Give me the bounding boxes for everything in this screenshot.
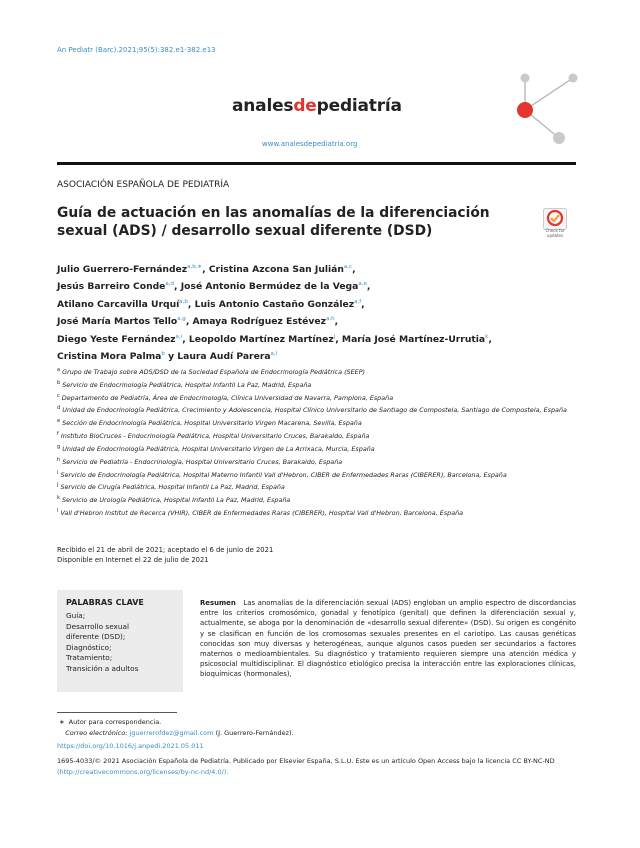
footnote-divider bbox=[57, 712, 177, 713]
author-affiliation-marker[interactable]: a,l bbox=[270, 351, 278, 358]
author-name: Luis Antonio Castaño González bbox=[194, 299, 355, 310]
author-affiliation-marker[interactable]: a,b,∗ bbox=[187, 264, 203, 270]
abstract bbox=[200, 598, 576, 680]
affiliation-key: b bbox=[57, 379, 61, 386]
affiliation-item bbox=[57, 429, 577, 442]
affiliation-text: Servicio de Endocrinología Pediátrica, Hospital Materno Infantil Vall d'Hebron, CIBER de Enfermedades Raras (CIBERER), Barcelona, España bbox=[60, 470, 507, 479]
affiliation-key: j bbox=[57, 482, 59, 489]
keyword-item: diferente (DSD); bbox=[66, 632, 126, 642]
affiliation-text: Unidad de Endocrinología Pediátrica, Hospital Universitario Virgen de La Arrixaca, Murcia, España bbox=[62, 445, 375, 454]
author-name: Leopoldo Martínez Martínez bbox=[188, 333, 334, 345]
footnote-mark: ∗ bbox=[59, 718, 65, 726]
affiliation-item bbox=[57, 455, 577, 468]
article-dates bbox=[57, 545, 273, 565]
author-name: Diego Yeste Fernández bbox=[57, 333, 176, 345]
author-affiliation-marker[interactable]: b bbox=[161, 351, 165, 358]
article-title: Guía de actuación en las anomalías de la diferenciación sexual (ADS) / desarrollo sexual diferente (DSD) bbox=[57, 205, 490, 239]
received-date: Recibido el 21 de abril de 2021; aceptado el 6 de junio de 2021 bbox=[57, 546, 274, 554]
keyword-item: Desarrollo sexual bbox=[66, 621, 129, 631]
affiliation-text: Grupo de Trabajo sobre ADS/DSD de la Sociedad Española de Endocrinología Pediátrica (SEEP) bbox=[62, 368, 366, 377]
email-label: Correo electrónico: bbox=[65, 729, 128, 737]
affiliation-item bbox=[57, 480, 577, 493]
author-name: Cristina Azcona San Julián bbox=[208, 264, 344, 276]
author-list: Julio Guerrero-Fernández$^{a,b,∗}$, Cristina Azcona San Julián$^{a,c}$, Jesús Barreiro Conde$^{a,d}$, José Antonio Bermúdez de la Vega$^{a,e}$, Atilano Carcavilla Urquí$^{a,b}$, Luis Antonio Castaño González$^{a,f}$, José María Martos Tello$^{a,g}$, Amaya Rodríguez Estévez$^{a,h}$, Diego Yeste Fernández$^{a,i}$, Leopoldo Martínez Martínez$^j$, María José Martínez-Urrutia$^k$, Cristina Mora Palma$^b$ y Laura Audí Parera$^{a,l}$ bbox=[57, 264, 492, 363]
email-owner: (J. Guerrero-Fernández). bbox=[215, 729, 294, 737]
license-link[interactable]: (http://creativecommons.org/licenses/by-nc-nd/4.0/). bbox=[57, 768, 229, 776]
author-name: Jesús Barreiro Conde bbox=[57, 281, 166, 293]
author-affiliation-marker[interactable]: a,g bbox=[177, 316, 186, 323]
license-text bbox=[57, 756, 577, 778]
keyword-item: Tratamiento; bbox=[66, 653, 113, 663]
online-date: Disponible en Internet el 22 de julio de 2021 bbox=[57, 556, 209, 564]
affiliation-key: k bbox=[57, 495, 60, 502]
affiliation-text: Unidad de Endocrinología Pediátrica, Crecimiento y Adolescencia, Hospital Clínico Universitario de Santiago de Compostela, Santiago de Compostela, España bbox=[62, 406, 567, 415]
affiliation-item bbox=[57, 506, 577, 519]
author-name: María José Martínez-Urrutia bbox=[341, 333, 486, 345]
check-for-updates-icon[interactable] bbox=[543, 208, 567, 230]
association-name: ASOCIACIÓN ESPAÑOLA DE PEDIATRÍA bbox=[57, 180, 230, 190]
author-name: José María Martos Tello bbox=[57, 316, 178, 328]
keyword-item: Guía; bbox=[66, 611, 86, 620]
author-affiliation-marker[interactable]: k bbox=[485, 333, 489, 340]
affiliation-item bbox=[57, 493, 577, 506]
affiliation-item bbox=[57, 403, 577, 416]
affiliation-key: h bbox=[57, 456, 61, 463]
keywords-list bbox=[66, 611, 138, 675]
author-affiliation-marker[interactable]: a,d bbox=[165, 281, 175, 288]
author-affiliation-marker[interactable]: a,f bbox=[354, 298, 362, 305]
correspondence-footnote bbox=[57, 717, 294, 739]
affiliation-key: g bbox=[57, 443, 61, 450]
affiliation-item bbox=[57, 468, 577, 481]
keyword-item: Diagnóstico; bbox=[66, 642, 112, 652]
affiliation-text: Vall d'Hebron Institut de Recerca (VHIR), CIBER de Enfermedades Raras (CIBERER), Hospital Vall d'Hebron, Barcelona, España bbox=[60, 509, 464, 518]
author-affiliation-marker[interactable]: a,h bbox=[325, 316, 335, 323]
journal-name: analesdepediatría bbox=[232, 96, 402, 116]
email-link[interactable]: jguerrerofdez@gmail.com bbox=[129, 729, 214, 737]
affiliation-text: Servicio de Endocrinología Pediátrica, Hospital Infantil La Paz, Madrid, España bbox=[62, 380, 312, 389]
doi-link[interactable]: https://doi.org/10.1016/j.anpedi.2021.05.011 bbox=[57, 742, 204, 750]
abstract-label: Resumen bbox=[200, 599, 236, 607]
affiliation-item bbox=[57, 391, 577, 404]
affiliation-key: d bbox=[57, 405, 61, 412]
affiliation-item bbox=[57, 442, 577, 455]
keywords-title: PALABRAS CLAVE bbox=[66, 598, 144, 607]
author-affiliation-marker[interactable]: j bbox=[333, 333, 336, 340]
affiliation-text: Instituto BioCruces - Endocrinología Pediátrica, Hospital Universitario Cruces, Barakaldo, España bbox=[60, 432, 370, 441]
affiliation-text: Departamento de Pediatría, Área de Endocrinología, Clínica Universidad de Navarra, Pamplona, España bbox=[61, 393, 394, 402]
author-affiliation-marker[interactable]: a,c bbox=[343, 264, 353, 270]
affiliation-text: Servicio de Cirugía Pediátrica, Hospital Infantil La Paz, Madrid, España bbox=[60, 483, 285, 492]
affiliation-key: e bbox=[57, 418, 61, 425]
author-name: José Antonio Bermúdez de la Vega bbox=[180, 281, 359, 293]
journal-url-link[interactable]: www.analesdepediatria.org bbox=[262, 140, 358, 148]
affiliation-text: Servicio de Pediatría - Endocrinología, Hospital Universitario Cruces, Barakaldo, España bbox=[62, 457, 343, 466]
affiliation-key: l bbox=[57, 508, 59, 515]
affiliation-key: i bbox=[57, 469, 59, 476]
affiliation-text: Sección de Endocrinología Pediátrica, Hospital Universitario Virgen Macarena, Sevilla, España bbox=[62, 419, 362, 428]
author-affiliation-marker[interactable]: a,b bbox=[179, 298, 188, 305]
affiliation-item bbox=[57, 378, 577, 391]
affiliation-list bbox=[57, 365, 577, 519]
author-name: Atilano Carcavilla Urquí bbox=[57, 299, 180, 310]
affiliation-key: a bbox=[57, 367, 61, 373]
affiliation-key: c bbox=[57, 392, 60, 399]
affiliation-item bbox=[57, 416, 577, 429]
affiliation-item bbox=[57, 365, 577, 378]
author-affiliation-marker[interactable]: a,i bbox=[175, 333, 183, 340]
author-name: Cristina Mora Palma bbox=[57, 351, 162, 363]
author-name: Laura Audí Parera bbox=[177, 351, 271, 363]
journal-citation: An Pediatr (Barc).2021;95(5):382.e1-382.e13 bbox=[57, 46, 216, 54]
author-affiliation-marker[interactable]: a,e bbox=[358, 281, 367, 288]
check-for-updates-label: Check for updates bbox=[545, 228, 565, 238]
keyword-item: Transición a adultos bbox=[66, 663, 139, 673]
abstract-text: Las anomalías de la diferenciación sexual (ADS) engloban un amplio espectro de discordancias entre los criterios cromosómico, gonadal y fenotípico (genital) que definen la diferenciación sexual y, actualmente, se aboga por la denominación de «desarrollo sexual diferente» (DSD). Su origen es congénito y se clasifican en función de los cromosomas sexuales presentes en el cariotipo. Las causas genéticas conocidas son muy diversas y heterogéneas, aunque algunos casos pueden ser secundarios a factores maternos o medioambientales. Su diagnóstico y tratamiento requieren siempre una atención médica y psicosocial multidisciplinar. El diagnóstico etiológico precisa la interacción entre las exploraciones clínicas, bioquímicas (hormonales), bbox=[200, 599, 576, 679]
affiliation-text: Servicio de Urología Pediátrica, Hospital Infantil La Paz, Madrid, España bbox=[61, 496, 291, 505]
journal-logo-icon bbox=[515, 72, 579, 148]
author-name: Julio Guerrero-Fernández bbox=[57, 264, 188, 276]
header-divider bbox=[57, 162, 576, 165]
author-name: Amaya Rodríguez Estévez bbox=[192, 316, 326, 328]
license-statement: 1695-4033/© 2021 Asociación Española de Pediatría. Publicado por Elsevier España, S.L.U. Este es un artículo Open Access bajo la licencia CC BY-NC-ND bbox=[57, 757, 555, 765]
affiliation-key: f bbox=[57, 431, 59, 438]
footnote-label: Autor para correspondencia. bbox=[68, 718, 162, 726]
